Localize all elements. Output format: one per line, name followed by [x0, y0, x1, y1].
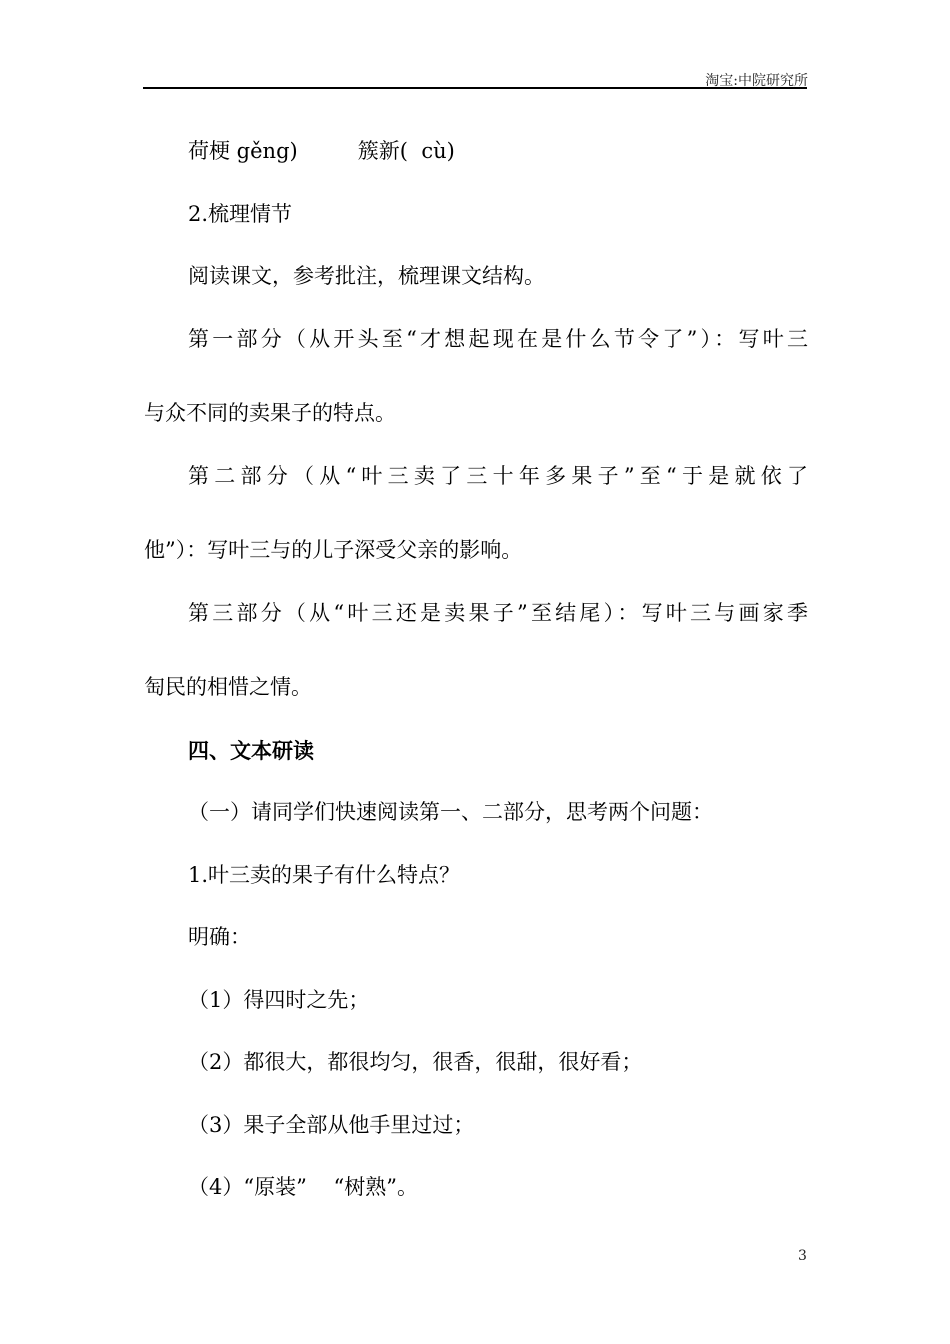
paragraph-instruction: 阅读课文，参考批注，梳理课文结构。 — [188, 264, 545, 288]
page-number: 3 — [798, 1248, 807, 1264]
part-one-line-2: 与众不同的卖果子的特点。 — [144, 401, 396, 425]
answer-item-3: （3）果子全部从他手里过过； — [188, 1113, 475, 1137]
answer-item-2: （2）都很大，都很均匀，很香，很甜，很好看； — [188, 1050, 643, 1074]
question-intro: （一）请同学们快速阅读第一、二部分，思考两个问题： — [188, 800, 713, 824]
part-three-line-2: 匋民的相惜之情。 — [144, 675, 312, 699]
pinyin-line: 荷梗 gěng) 簇新( cù) — [188, 139, 455, 163]
section-heading-text-study: 四、文本研读 — [188, 738, 314, 763]
answer-item-4: （4）“原装” “树熟”。 — [188, 1175, 419, 1199]
part-three-line-1: 第三部分（从“叶三还是卖果子”至结尾）：写叶三与画家季 — [188, 601, 808, 625]
answer-label: 明确： — [188, 925, 251, 949]
part-one-line-1: 第一部分（从开头至“才想起现在是什么节令了”）：写叶三 — [188, 327, 808, 351]
header-rule — [143, 87, 807, 89]
part-two-line-1: 第二部分（从“叶三卖了三十年多果子”至“于是就依了 — [188, 464, 808, 488]
section-heading-plot: 2.梳理情节 — [188, 202, 293, 226]
answer-item-1: （1）得四时之先； — [188, 988, 370, 1012]
question-one: 1.叶三卖的果子有什么特点？ — [188, 863, 461, 887]
part-two-line-2: 他”）：写叶三与的儿子深受父亲的影响。 — [144, 538, 523, 562]
header-text: 淘宝:中院研究所 — [705, 73, 808, 89]
